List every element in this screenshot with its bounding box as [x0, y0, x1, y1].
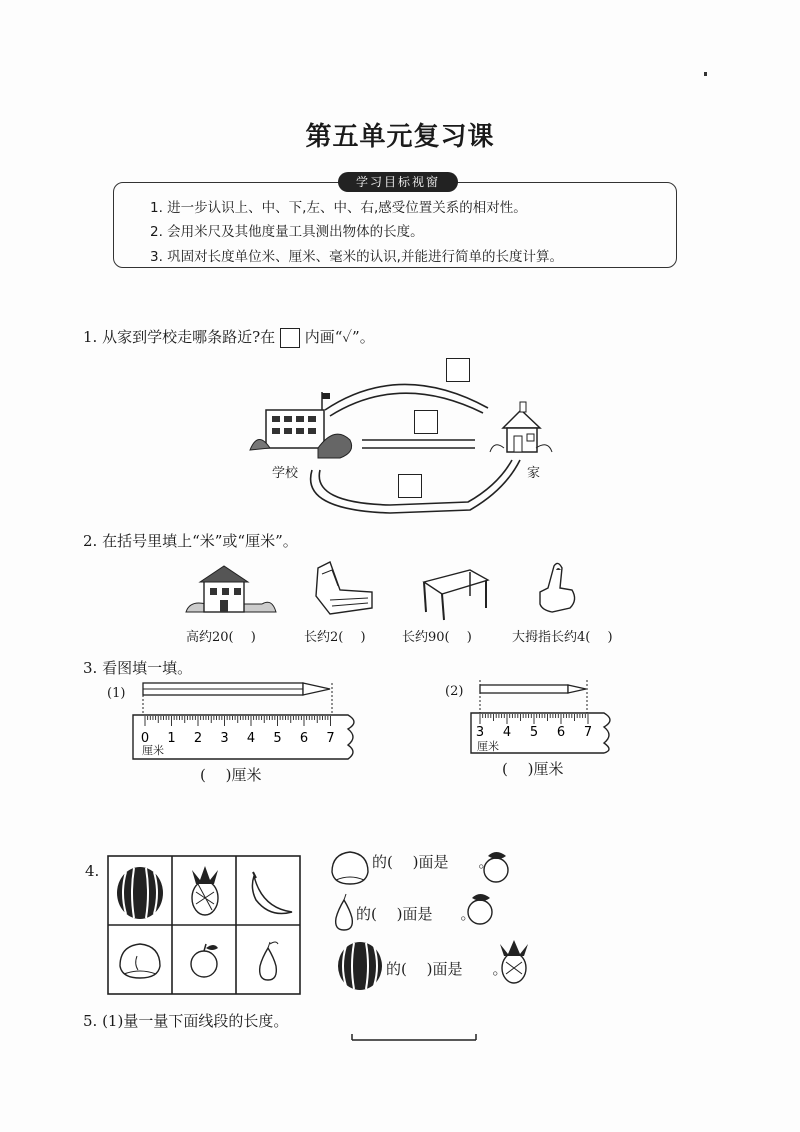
q4-line-1-end: 。	[478, 853, 494, 871]
q1-suffix: 内画“✓”。	[304, 328, 375, 346]
q2-item-table: 长约90( )	[402, 630, 472, 645]
q4-line-2-end: 。	[460, 905, 476, 923]
q3-part2-label: (2)	[445, 684, 464, 699]
q1-prefix: 1. 从家到学校走哪条路近?在	[83, 328, 276, 346]
ruler-1-tick-label: 2	[193, 731, 203, 746]
q2-prompt: 2. 在括号里填上“米”或“厘米”。	[83, 532, 298, 550]
ruler-1-tick-label: 0	[140, 731, 150, 746]
ruler-1-tick-label: 3	[220, 731, 229, 746]
ruler-1-unit: 厘米	[142, 744, 164, 757]
ruler-1-tick-label: 7	[326, 731, 335, 746]
q4-line-1-text[interactable]: 的( )面是	[372, 853, 449, 871]
ruler-2-unit: 厘米	[477, 740, 499, 753]
q3-part2-answer[interactable]: ( )厘米	[502, 760, 564, 778]
ruler-2-tick-label: 5	[529, 725, 539, 740]
ruler-2-tick-label: 7	[583, 725, 593, 740]
goal-item-1: 1. 进一步认识上、中、下,左、中、右,感受位置关系的相对性。	[150, 200, 527, 216]
q3-part1-label: (1)	[107, 686, 126, 701]
home-label: 家	[527, 466, 541, 481]
q5-prompt: 5. (1)量一量下面线段的长度。	[83, 1012, 289, 1030]
goal-item-3: 3. 巩固对长度单位米、厘米、毫米的认识,并能进行简单的长度计算。	[150, 249, 563, 265]
ruler-2-tick-label: 4	[502, 725, 512, 740]
q2-item-thumb: 大拇指长约4( )	[512, 630, 613, 645]
q4-line-2-text[interactable]: 的( )面是	[356, 905, 433, 923]
ruler-2-tick-label: 3	[475, 725, 485, 740]
q4-number: 4.	[85, 862, 100, 880]
goal-item-2: 2. 会用米尺及其他度量工具测出物体的长度。	[150, 224, 424, 240]
ruler-1-tick-label: 4	[246, 731, 256, 746]
page-title: 第五单元复习课	[305, 122, 495, 152]
ruler-1-tick-label: 6	[299, 731, 309, 746]
q3-part1-answer[interactable]: ( )厘米	[200, 766, 262, 784]
ruler-1-tick-label: 1	[167, 731, 176, 746]
q2-item-building: 高约20( )	[186, 630, 256, 645]
q4-line-3-text[interactable]: 的( )面是	[386, 960, 463, 978]
ruler-2-tick-label: 6	[556, 725, 566, 740]
school-label: 学校	[272, 466, 299, 481]
q2-item-bed: 长约2( )	[304, 630, 366, 645]
learning-goals-tag: 学习目标视窗	[338, 172, 458, 192]
ruler-1-tick-label: 5	[273, 731, 282, 746]
q4-line-3-end: 。	[492, 960, 508, 978]
q3-prompt: 3. 看图填一填。	[83, 659, 193, 677]
